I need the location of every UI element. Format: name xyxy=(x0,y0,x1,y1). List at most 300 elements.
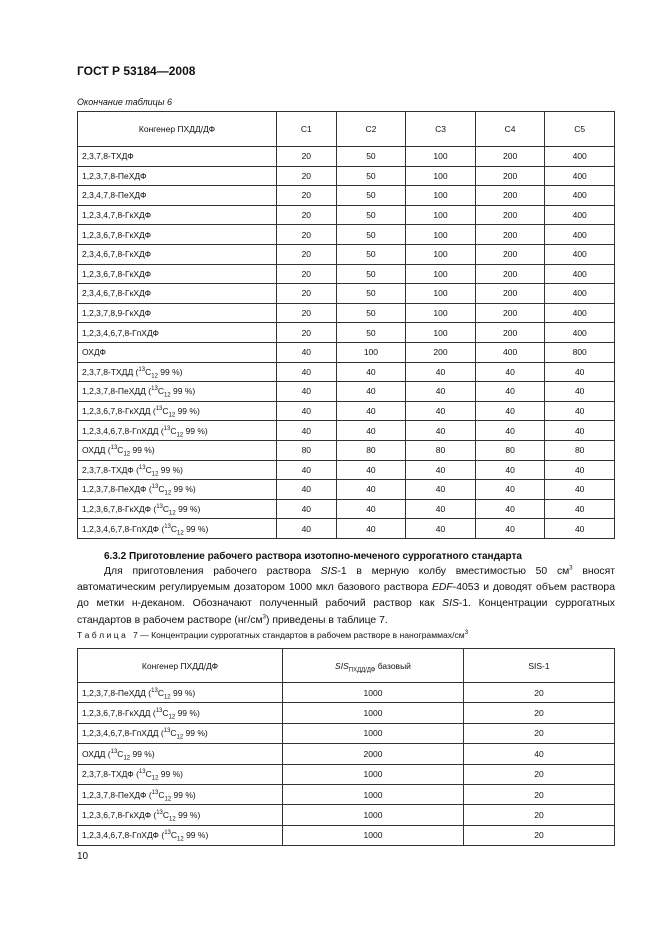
table6-value-c3: 100 xyxy=(406,225,476,245)
isotope-mass: 13 xyxy=(164,523,171,530)
table6-value-c5: 40 xyxy=(545,460,615,480)
isotope-mass: 13 xyxy=(151,687,158,694)
table6-value-c2: 50 xyxy=(336,244,406,264)
table7-value-v1: 1000 xyxy=(283,764,464,784)
table6-value-c3: 200 xyxy=(406,342,476,362)
table7-col-sis-tail: базовый xyxy=(375,660,411,671)
isotope-purity: 99 %) xyxy=(175,503,201,514)
isotope-element: C xyxy=(162,406,169,417)
table6-value-c4: 200 xyxy=(475,323,545,343)
table6-col-c5: C5 xyxy=(545,112,615,147)
para-text: вносят автоматическим регулируемым дозатором 1000 мкл базового раствора xyxy=(77,566,616,594)
table6-value-c3: 100 xyxy=(406,186,476,206)
isotope-mass: 13 xyxy=(110,445,118,452)
table6-value-c4: 200 xyxy=(475,284,545,304)
isotope-mass: 13 xyxy=(163,728,171,735)
isotope-mass: 13 xyxy=(151,484,159,491)
congener-name: 1,2,3,6,7,8-ГкХДД ( xyxy=(82,406,156,417)
table7-value-v2: 20 xyxy=(464,764,615,784)
congener-name: ОХДФ xyxy=(82,347,106,358)
table-row xyxy=(78,744,615,764)
isotope-element: C xyxy=(170,728,177,739)
table-row xyxy=(78,519,615,539)
table6-value-c2: 50 xyxy=(336,303,406,323)
para-sis: SIS xyxy=(320,566,338,577)
table-row xyxy=(78,723,615,743)
table6-congener-cell xyxy=(78,440,277,460)
table6-value-c1: 20 xyxy=(277,323,337,343)
table6-value-c1: 40 xyxy=(277,421,337,441)
table7-value-v2: 20 xyxy=(464,805,615,825)
table-row xyxy=(78,683,615,703)
table6-value-c5: 40 xyxy=(545,519,615,539)
table-row xyxy=(78,499,615,519)
table7-value-v1: 1000 xyxy=(283,683,464,703)
table6-value-c4: 80 xyxy=(475,440,545,460)
congener-name: 1,2,3,4,6,7,8-ГпХДФ ( xyxy=(82,523,165,534)
table7-caption-sup: 3 xyxy=(464,630,469,637)
table6-value-c1: 80 xyxy=(277,440,337,460)
table-row xyxy=(78,323,615,343)
table7-congener-cell xyxy=(78,825,283,845)
table-row xyxy=(78,805,615,825)
table6-value-c2: 50 xyxy=(336,225,406,245)
table-7 xyxy=(77,648,615,846)
table6-value-c2: 50 xyxy=(336,205,406,225)
table6-value-c5: 40 xyxy=(545,382,615,402)
isotope-purity: 99 %) xyxy=(130,445,155,456)
table7-value-v2: 20 xyxy=(464,703,615,723)
table6-value-c2: 40 xyxy=(336,421,406,441)
table6-value-c2: 50 xyxy=(336,147,406,167)
congener-name: 1,2,3,6,7,8-ГкХДД ( xyxy=(82,708,156,719)
table7-value-v1: 1000 xyxy=(283,825,464,845)
table6-value-c3: 100 xyxy=(406,264,476,284)
table-row xyxy=(78,186,615,206)
table6-value-c5: 400 xyxy=(545,186,615,206)
table6-congener-cell xyxy=(78,147,277,167)
table6-value-c1: 20 xyxy=(277,186,337,206)
table6-value-c1: 40 xyxy=(277,499,337,519)
table6-value-c2: 40 xyxy=(336,382,406,402)
congener-name: 2,3,4,6,7,8-ГкХДФ xyxy=(82,249,152,260)
table6-value-c4: 200 xyxy=(475,166,545,186)
table6-value-c1: 20 xyxy=(277,264,337,284)
table6-value-c2: 100 xyxy=(336,342,406,362)
congener-name: ОХДД ( xyxy=(82,445,111,456)
isotope-count: 12 xyxy=(123,755,131,762)
congener-name: 2,3,4,6,7,8-ГкХДФ xyxy=(82,288,152,299)
table7-value-v2: 20 xyxy=(464,784,615,804)
isotope-purity: 99 %) xyxy=(158,464,184,475)
congener-name: 1,2,3,7,8-ПеХДД ( xyxy=(82,687,152,698)
table6-congener-cell xyxy=(78,166,277,186)
isotope-count: 12 xyxy=(177,837,184,844)
table6-congener-cell xyxy=(78,401,277,421)
congener-name: 2,3,7,8-ТХДФ xyxy=(82,151,134,162)
table6-value-c5: 400 xyxy=(545,166,615,186)
table-row xyxy=(78,205,615,225)
congener-name: 1,2,3,6,7,8-ГкХДФ ( xyxy=(82,503,157,514)
table-row xyxy=(78,825,615,845)
table6-value-c5: 40 xyxy=(545,421,615,441)
section-paragraph xyxy=(77,564,615,629)
table6-value-c1: 40 xyxy=(277,362,337,382)
table6-value-c5: 400 xyxy=(545,205,615,225)
isotope-mass: 13 xyxy=(164,830,171,837)
para-sup: 3 xyxy=(262,614,266,621)
table6-value-c4: 40 xyxy=(475,382,545,402)
table6-value-c4: 200 xyxy=(475,264,545,284)
isotope-count: 12 xyxy=(123,451,131,458)
table7-value-v1: 1000 xyxy=(283,703,464,723)
isotope-purity: 99 %) xyxy=(130,748,155,759)
isotope-purity: 99 %) xyxy=(158,769,184,780)
table6-value-c5: 400 xyxy=(545,284,615,304)
isotope-mass: 13 xyxy=(151,386,158,393)
isotope-element: C xyxy=(117,748,124,759)
table6-value-c3: 80 xyxy=(406,440,476,460)
table6-value-c5: 400 xyxy=(545,264,615,284)
table7-value-v2: 40 xyxy=(464,744,615,764)
table-row xyxy=(78,401,615,421)
table6-congener-cell xyxy=(78,460,277,480)
table-row xyxy=(78,362,615,382)
table6-value-c5: 40 xyxy=(545,499,615,519)
congener-name: 1,2,3,4,6,7,8-ГпХДД ( xyxy=(82,728,164,739)
isotope-element: C xyxy=(157,386,164,397)
table7-congener-cell xyxy=(78,703,283,723)
table6-congener-cell xyxy=(78,421,277,441)
table6-value-c1: 40 xyxy=(277,460,337,480)
table6-congener-cell xyxy=(78,205,277,225)
isotope-count: 12 xyxy=(176,432,184,439)
table6-congener-cell xyxy=(78,244,277,264)
table6-value-c5: 40 xyxy=(545,480,615,500)
table6-value-c3: 40 xyxy=(406,382,476,402)
para-sup: 3 xyxy=(569,565,573,572)
table7-value-v2: 20 xyxy=(464,723,615,743)
isotope-mass: 13 xyxy=(138,769,146,776)
table6-value-c4: 40 xyxy=(475,401,545,421)
congener-name: 1,2,3,6,7,8-ГкХДФ xyxy=(82,229,152,240)
table6-value-c2: 50 xyxy=(336,166,406,186)
table6-value-c3: 100 xyxy=(406,303,476,323)
table6-value-c5: 40 xyxy=(545,401,615,421)
table-row xyxy=(78,244,615,264)
table6-value-c1: 40 xyxy=(277,382,337,402)
table-row xyxy=(78,264,615,284)
isotope-element: C xyxy=(162,503,170,514)
table6-value-c4: 200 xyxy=(475,225,545,245)
table-row xyxy=(78,342,615,362)
table6-congener-cell xyxy=(78,342,277,362)
table6-congener-cell xyxy=(78,323,277,343)
table6-value-c5: 400 xyxy=(545,225,615,245)
table6-value-c4: 40 xyxy=(475,519,545,539)
isotope-count: 12 xyxy=(169,510,176,517)
isotope-element: C xyxy=(145,464,152,475)
congener-name: 2,3,7,8-ТХДД ( xyxy=(82,366,139,377)
table-row xyxy=(78,480,615,500)
table6-congener-cell xyxy=(78,186,277,206)
table7-caption-prefix: Т а б л и ц а 7 xyxy=(77,630,138,640)
table6-value-c3: 100 xyxy=(406,166,476,186)
section-number: 6.3.2 xyxy=(104,551,127,562)
table6-value-c4: 40 xyxy=(475,480,545,500)
table6-col-c3: C3 xyxy=(406,112,476,147)
congener-name: 1,2,3,6,7,8-ГкХДФ xyxy=(82,268,152,279)
table6-value-c5: 400 xyxy=(545,244,615,264)
table6-value-c5: 40 xyxy=(545,362,615,382)
table7-value-v1: 2000 xyxy=(283,744,464,764)
isotope-element: C xyxy=(170,425,177,436)
isotope-element: C xyxy=(170,523,178,534)
isotope-mass: 13 xyxy=(156,504,163,511)
table-row xyxy=(78,784,615,804)
table7-value-v1: 1000 xyxy=(283,805,464,825)
table6-value-c5: 400 xyxy=(545,147,615,167)
table-row xyxy=(78,703,615,723)
isotope-count: 12 xyxy=(168,412,176,419)
congener-name: 1,2,3,4,7,8-ГкХДФ xyxy=(82,210,152,221)
table-row xyxy=(78,460,615,480)
para-text: -1. Концентрации суррогатных стандартов в рабочем растворе (нг/см xyxy=(77,598,615,626)
congener-name: 1,2,3,4,6,7,8-ГпХДФ xyxy=(82,327,159,338)
isotope-element: C xyxy=(162,810,170,821)
table6-value-c2: 40 xyxy=(336,401,406,421)
isotope-purity: 99 %) xyxy=(171,484,196,495)
table7-value-v2: 20 xyxy=(464,825,615,845)
isotope-element: C xyxy=(145,769,152,780)
congener-name: 1,2,3,7,8-ПеХДФ ( xyxy=(82,789,152,800)
congener-name: 1,2,3,7,8-ПеХДФ ( xyxy=(82,484,152,495)
isotope-mass: 13 xyxy=(151,789,159,796)
table6-congener-cell xyxy=(78,303,277,323)
table-row xyxy=(78,303,615,323)
isotope-count: 12 xyxy=(164,491,172,498)
para-text: Для приготовления рабочего раствора xyxy=(104,566,321,577)
table7-col-sis-base xyxy=(283,649,464,683)
table6-value-c5: 800 xyxy=(545,342,615,362)
table6-value-c1: 20 xyxy=(277,166,337,186)
table7-col-sis1: SIS-1 xyxy=(464,649,615,683)
isotope-count: 12 xyxy=(151,373,158,380)
table6-value-c2: 40 xyxy=(336,362,406,382)
table6-congener-cell xyxy=(78,362,277,382)
isotope-purity: 99 %) xyxy=(157,366,183,377)
table-row xyxy=(78,764,615,784)
isotope-count: 12 xyxy=(151,471,159,478)
para-sis: SIS xyxy=(442,598,459,610)
isotope-element: C xyxy=(117,445,124,456)
table6-col-c1: C1 xyxy=(277,112,337,147)
table6-value-c3: 100 xyxy=(406,244,476,264)
table6-value-c4: 40 xyxy=(475,362,545,382)
table6-value-c3: 40 xyxy=(406,362,476,382)
table6-value-c1: 20 xyxy=(277,284,337,304)
congener-name: ОХДД ( xyxy=(82,748,111,759)
table7-value-v1: 1000 xyxy=(283,784,464,804)
table6-congener-cell xyxy=(78,225,277,245)
table-row xyxy=(78,421,615,441)
table6-value-c4: 200 xyxy=(475,303,545,323)
table7-value-v1: 1000 xyxy=(283,723,464,743)
table6-value-c2: 40 xyxy=(336,519,406,539)
congener-name: 1,2,3,7,8-ПеХДД ( xyxy=(82,386,152,397)
table6-value-c4: 200 xyxy=(475,186,545,206)
table6-value-c1: 40 xyxy=(277,519,337,539)
isotope-element: C xyxy=(162,708,169,719)
table6-value-c3: 40 xyxy=(406,519,476,539)
table6-value-c1: 20 xyxy=(277,147,337,167)
isotope-mass: 13 xyxy=(110,749,118,756)
table6-value-c4: 400 xyxy=(475,342,545,362)
isotope-purity: 99 %) xyxy=(183,830,209,841)
table7-congener-cell xyxy=(78,805,283,825)
table6-congener-cell xyxy=(78,499,277,519)
table6-value-c4: 40 xyxy=(475,460,545,480)
isotope-count: 12 xyxy=(177,530,184,537)
isotope-mass: 13 xyxy=(138,367,146,373)
table-row xyxy=(78,147,615,167)
table-row xyxy=(78,225,615,245)
isotope-mass: 13 xyxy=(155,406,163,413)
table6-value-c5: 400 xyxy=(545,323,615,343)
table6-value-c3: 100 xyxy=(406,205,476,225)
table6-value-c1: 20 xyxy=(277,303,337,323)
table6-col-congener: Конгенер ПХДД/ДФ xyxy=(78,112,277,147)
table7-col-congener: Конгенер ПХДД/ДФ xyxy=(78,649,283,683)
table7-col-sis-sub: ПХДД/ДФ xyxy=(348,667,376,674)
isotope-purity: 99 %) xyxy=(183,425,208,436)
section-heading xyxy=(104,551,522,562)
table6-value-c2: 80 xyxy=(336,440,406,460)
table6-header-row xyxy=(78,112,615,147)
isotope-purity: 99 %) xyxy=(170,386,196,397)
table6-congener-cell xyxy=(78,284,277,304)
isotope-purity: 99 %) xyxy=(175,406,200,417)
table7-value-v2: 20 xyxy=(464,683,615,703)
isotope-purity: 99 %) xyxy=(183,523,209,534)
isotope-count: 12 xyxy=(164,796,172,803)
table6-value-c2: 40 xyxy=(336,480,406,500)
isotope-purity: 99 %) xyxy=(171,789,196,800)
para-edf: EDF xyxy=(431,582,453,594)
congener-name: 1,2,3,6,7,8-ГкХДФ ( xyxy=(82,810,157,821)
table-row xyxy=(78,440,615,460)
congener-name: 1,2,3,4,6,7,8-ГпХДФ ( xyxy=(82,830,165,841)
table6-value-c3: 100 xyxy=(406,323,476,343)
table7-caption-text: — Концентрации суррогатных стандартов в рабочем растворе в нанограммах/см xyxy=(137,630,465,640)
isotope-element: C xyxy=(158,484,165,495)
congener-name: 1,2,3,7,8,9-ГкХДФ xyxy=(82,308,152,319)
table6-value-c3: 40 xyxy=(406,421,476,441)
table6-value-c1: 20 xyxy=(277,225,337,245)
table6-value-c3: 40 xyxy=(406,460,476,480)
congener-name: 1,2,3,4,6,7,8-ГпХДД ( xyxy=(82,425,164,436)
table7-congener-cell xyxy=(78,784,283,804)
isotope-purity: 99 %) xyxy=(175,810,201,821)
isotope-mass: 13 xyxy=(138,464,146,471)
table6-value-c2: 50 xyxy=(336,186,406,206)
table6-congener-cell xyxy=(78,480,277,500)
table-row xyxy=(78,284,615,304)
isotope-count: 12 xyxy=(163,694,171,701)
congener-name: 2,3,4,7,8-ПеХДФ xyxy=(82,190,147,201)
table7-congener-cell xyxy=(78,764,283,784)
table6-value-c1: 40 xyxy=(277,342,337,362)
table6-value-c4: 40 xyxy=(475,421,545,441)
isotope-count: 12 xyxy=(176,735,184,742)
para-text: -4053 и доводят объем раствора до метки н-деканом. Обозначают полученный рабочий раствор как xyxy=(77,582,615,610)
table7-header-row xyxy=(78,649,615,683)
table6-col-c2: C2 xyxy=(336,112,406,147)
table6-value-c3: 100 xyxy=(406,147,476,167)
isotope-count: 12 xyxy=(168,714,176,721)
isotope-purity: 99 %) xyxy=(170,687,196,698)
table-row xyxy=(78,382,615,402)
isotope-count: 12 xyxy=(163,393,171,400)
congener-name: 1,2,3,7,8-ПеХДФ xyxy=(82,170,147,181)
table6-value-c4: 200 xyxy=(475,205,545,225)
table-row xyxy=(78,166,615,186)
isotope-count: 12 xyxy=(151,775,159,782)
table6-value-c4: 200 xyxy=(475,244,545,264)
table6-congener-cell xyxy=(78,264,277,284)
congener-name: 2,3,7,8-ТХДФ ( xyxy=(82,769,139,780)
table6-value-c3: 40 xyxy=(406,401,476,421)
table6-value-c1: 40 xyxy=(277,401,337,421)
para-text: -1 в мерную колбу вместимостью 50 см xyxy=(337,566,570,577)
table6-value-c4: 200 xyxy=(475,147,545,167)
isotope-mass: 13 xyxy=(163,425,171,432)
table6-value-c3: 40 xyxy=(406,480,476,500)
table-6 xyxy=(77,111,615,539)
table6-value-c5: 80 xyxy=(545,440,615,460)
isotope-element: C xyxy=(157,687,164,698)
congener-name: 2,3,7,8-ТХДФ ( xyxy=(82,464,139,475)
section-title: Приготовление рабочего раствора изотопно-меченого суррогатного стандарта xyxy=(129,551,522,562)
table7-caption xyxy=(77,630,468,640)
table6-caption: Окончание таблицы 6 xyxy=(77,97,172,107)
table6-value-c1: 40 xyxy=(277,480,337,500)
table6-value-c2: 40 xyxy=(336,499,406,519)
isotope-element: C xyxy=(145,366,152,377)
table6-value-c3: 100 xyxy=(406,284,476,304)
isotope-purity: 99 %) xyxy=(183,728,208,739)
table6-congener-cell xyxy=(78,519,277,539)
table6-value-c2: 50 xyxy=(336,284,406,304)
table6-value-c1: 20 xyxy=(277,205,337,225)
page-number: 10 xyxy=(77,851,89,862)
table7-congener-cell xyxy=(78,744,283,764)
document-code: ГОСТ Р 53184—2008 xyxy=(77,64,196,78)
table6-value-c2: 50 xyxy=(336,323,406,343)
table6-col-c4: C4 xyxy=(475,112,545,147)
isotope-purity: 99 %) xyxy=(175,708,200,719)
table6-value-c3: 40 xyxy=(406,499,476,519)
isotope-count: 12 xyxy=(169,816,176,823)
isotope-element: C xyxy=(158,789,165,800)
table6-value-c2: 50 xyxy=(336,264,406,284)
table6-value-c2: 40 xyxy=(336,460,406,480)
table7-col-sis-main: SIS xyxy=(335,660,349,671)
isotope-mass: 13 xyxy=(155,708,163,715)
para-text: ) приведены в таблице 7. xyxy=(265,614,388,626)
table6-congener-cell xyxy=(78,382,277,402)
table6-value-c4: 40 xyxy=(475,499,545,519)
